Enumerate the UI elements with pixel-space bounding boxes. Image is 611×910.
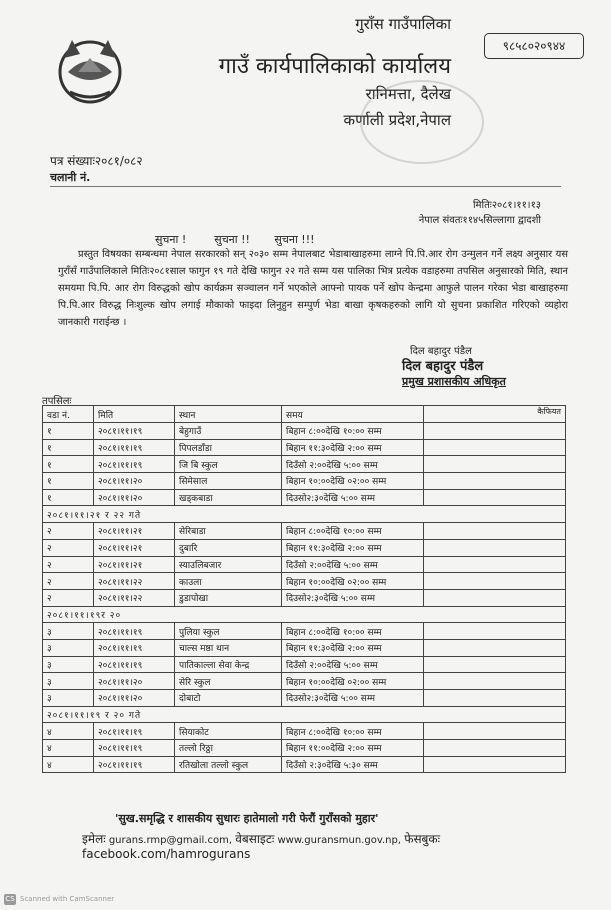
remarks-cell [424, 656, 566, 673]
date-cell: २०८१।११।१९ [94, 423, 175, 440]
time-cell: बिहान ८:००देखि १०:०० सम्म [282, 423, 424, 440]
vaccination-schedule-table [42, 405, 566, 773]
time-cell: बिहान ११:३०देखि २:०० सम्म [282, 439, 424, 456]
date-cell: २०८१।११।२० [94, 473, 175, 490]
nepal-emblem-icon [50, 28, 130, 108]
remarks-cell [424, 573, 566, 590]
time-cell: दिउँसो २:००देखि ५:०० सम्म [282, 456, 424, 473]
date-cell: २०८१।११।२० [94, 489, 175, 506]
date-group-label: २०८१।११।२१ र २२ गते [43, 506, 566, 523]
phone-number-box: ९८५८०२०९४४ [484, 33, 584, 59]
table-row [43, 756, 566, 773]
place-cell: सेरिबाडा [175, 523, 282, 540]
table-row [43, 740, 566, 757]
table-header-row [43, 406, 566, 423]
remarks-cell [424, 439, 566, 456]
time-cell: दिउसो२:३०देखि ५:०० सम्म [282, 589, 424, 606]
remarks-cell [424, 690, 566, 707]
table-row [43, 690, 566, 707]
remarks-cell [424, 489, 566, 506]
time-cell: दिउसो२:३०देखि ५:०० सम्म [282, 489, 424, 506]
table-row [43, 573, 566, 590]
date-cell: २०८१।११।१९ [94, 740, 175, 757]
signatory-title: प्रमुख प्रशासकीय अधिकृत [402, 375, 506, 388]
place-cell: पुलिया स्कुल [175, 623, 282, 640]
time-cell: दिउँसो २:००देखि ५:०० सम्म [282, 656, 424, 673]
contact-line [82, 830, 611, 861]
place-cell: स्याउलिबजार [175, 556, 282, 573]
province-name: कर्णाली प्रदेश,नेपाल [343, 111, 451, 129]
ward-cell: ३ [43, 673, 94, 690]
date-cell: २०८१।११।१९ [94, 656, 175, 673]
place-cell: काउला [175, 573, 282, 590]
header-divider [50, 186, 561, 187]
table-row [43, 589, 566, 606]
nepal-samvat-date: नेपाल संवतः११४५सिल्लागा द्वादशी [418, 215, 541, 226]
table-row [43, 539, 566, 556]
ward-cell: २ [43, 589, 94, 606]
website-link[interactable]: www.guransmun.gov.np, [277, 835, 401, 846]
date-cell: २०८१।११।२२ [94, 589, 175, 606]
date-cell: २०८१।११।१९ [94, 639, 175, 656]
col-ward: वडा नं. [43, 406, 94, 423]
ward-cell: ३ [43, 639, 94, 656]
remarks-cell [424, 589, 566, 606]
place-cell: पिपलडाँडा [175, 439, 282, 456]
ward-cell: ३ [43, 690, 94, 707]
date-group-label: २०८१।११।१९र २० [43, 606, 566, 623]
signatory-stamp-name: दिल बहादुर पंडैल [402, 359, 484, 374]
place-cell: सियाकोट [175, 723, 282, 740]
date-group-label: २०८१।११।१९ र २० गते [43, 706, 566, 723]
time-cell: बिहान १०:००देखि ०२:०० सम्म [282, 673, 424, 690]
time-cell: बिहान ८:००देखि १०:०० सम्म [282, 623, 424, 640]
time-cell: बिहान ११:३०देखि २:०० सम्म [282, 539, 424, 556]
place-cell: खड्कबाडा [175, 489, 282, 506]
date-cell: २०८१।११।२१ [94, 556, 175, 573]
time-cell: दिउँसो २:३०देखि ५:३० सम्म [282, 756, 424, 773]
ward-cell: २ [43, 573, 94, 590]
place-cell: चाल्स मष्ठा थान [175, 639, 282, 656]
office-stamp-icon [360, 80, 484, 164]
time-cell: दिउसो२:३०देखि ५:०० सम्म [282, 690, 424, 707]
email-link[interactable]: gurans.rmp@gmail.com, [108, 835, 232, 846]
time-cell: बिहान १०:००देखि ०२:०० सम्म [282, 573, 424, 590]
place-cell: पातिकाल्ला सेवा केन्द्र [175, 656, 282, 673]
remarks-cell [424, 423, 566, 440]
col-remarks: कैफियत [424, 406, 566, 423]
date-group-row [43, 506, 566, 523]
ward-cell: २ [43, 556, 94, 573]
date-cell: २०८१।११।१९ [94, 456, 175, 473]
date-cell: २०८१।११।१९ [94, 623, 175, 640]
document-date: मितिः२०८१।११।१३ [472, 200, 541, 211]
ward-cell: ४ [43, 723, 94, 740]
place-cell: डुडापोखा [175, 589, 282, 606]
table-row [43, 673, 566, 690]
date-cell: २०८१।११।२२ [94, 573, 175, 590]
remarks-cell [424, 723, 566, 740]
ward-cell: १ [43, 456, 94, 473]
date-cell: २०८१।११।१९ [94, 756, 175, 773]
municipality-name: गुराँस गाउँपालिका [355, 15, 451, 33]
remarks-cell [424, 456, 566, 473]
facebook-link[interactable]: facebook.com/hamrogurans [82, 847, 251, 861]
scanner-watermark: Scanned with CamScanner [20, 895, 115, 903]
time-cell: दिउँसो २:००देखि ५:०० सम्म [282, 556, 424, 573]
dispatch-number: चलानी नं. [50, 171, 91, 184]
letter-number: पत्र संख्याः२०८१/०८२ [50, 154, 143, 168]
place-cell: तल्लो रिठ्ठा [175, 740, 282, 757]
ward-cell: १ [43, 473, 94, 490]
ward-cell: २ [43, 523, 94, 540]
date-cell: २०८१।११।२० [94, 673, 175, 690]
date-cell: २०८१।११।१९ [94, 439, 175, 456]
table-row [43, 639, 566, 656]
table-row [43, 439, 566, 456]
date-cell: २०८१।११।२१ [94, 523, 175, 540]
time-cell: बिहान ८:००देखि १०:०० सम्म [282, 523, 424, 540]
remarks-cell [424, 740, 566, 757]
table-row [43, 656, 566, 673]
signatory-name: दिल बहादुर पंडैल [410, 346, 472, 357]
remarks-cell [424, 639, 566, 656]
col-date: मिति [94, 406, 175, 423]
table-row [43, 473, 566, 490]
place-cell: रतिखोला तल्लो स्कुल [175, 756, 282, 773]
table-row [43, 556, 566, 573]
table-row [43, 623, 566, 640]
notice-heading: सुचना ! सुचना !! सुचना !!! [155, 233, 315, 246]
remarks-cell [424, 756, 566, 773]
ward-cell: १ [43, 439, 94, 456]
table-row [43, 456, 566, 473]
date-cell: २०८१।११।१९ [94, 723, 175, 740]
date-cell: २०८१।११।२० [94, 690, 175, 707]
time-cell: बिहान ८:००देखि १०:०० सम्म [282, 723, 424, 740]
ward-cell: ४ [43, 756, 94, 773]
facebook-label: फेसबुकः [404, 832, 441, 846]
ward-cell: ४ [43, 740, 94, 757]
ward-cell: ३ [43, 656, 94, 673]
time-cell: बिहान ११:३०देखि २:०० सम्म [282, 639, 424, 656]
remarks-cell [424, 673, 566, 690]
ward-cell: १ [43, 489, 94, 506]
municipality-motto: 'सुख.समृद्धि र शासकीय सुधारः हातेमालो गरी फेरौं गुराँसको मुहार' [115, 812, 379, 825]
table-row [43, 523, 566, 540]
remarks-cell [424, 539, 566, 556]
ward-cell: २ [43, 539, 94, 556]
table-row [43, 489, 566, 506]
remarks-cell [424, 556, 566, 573]
place-cell: बेहुगाउँ [175, 423, 282, 440]
col-time: समय [282, 406, 424, 423]
office-location: रानिमत्ता, दैलेख [365, 85, 451, 103]
place-cell: दोबाटो [175, 690, 282, 707]
remarks-cell [424, 523, 566, 540]
time-cell: बिहान ११:००देखि २:०० सम्म [282, 740, 424, 757]
ward-cell: १ [43, 423, 94, 440]
table-row [43, 423, 566, 440]
website-label: वेबसाइटः [235, 832, 275, 846]
notice-body: प्रस्तुत विषयका सम्बन्धमा नेपाल सरकारको सन् २०३० सम्म नेपालबाट भेडाबाखाहरुमा लाग्ने पि.पि.आर रोग उन्मुलन गर्ने लक्ष्य अनुसार यस गुराँसँ गाउँपालिकाले मितिः२०८१साल फागुन १९ गते देखि फागुन २२ गते सम्म यस पालिका भित्र प्रत्येक वडाहरुमा तपसिल अनुसारको मिति, स्थान समयमा पि.पि. आर रोग विरुद्धको खोप कार्यक्रम सञ्चालन गर्ने भएकोले आफ्नो पायक पर्ने खोप केन्द्रमा आफुले पालन गरेका भेडा बाखाहरुमा पि.पि.आर विरुद्ध निःशुल्क खोप लगाई मौकाको फाइदा लिनुहुन सम्पुर्ण भेडा बाखा कृषकहरुको लागि यो सुचना प्रकाशित गरिएको व्यहोरा जानकारी गराईन्छ । [58, 249, 568, 328]
place-cell: सिमेसाल [175, 473, 282, 490]
place-cell: दुबारि [175, 539, 282, 556]
details-label: तपसिलः [42, 396, 72, 407]
remarks-cell [424, 473, 566, 490]
camscanner-logo-icon: CS [5, 895, 15, 903]
date-cell: २०८१।११।२१ [94, 539, 175, 556]
place-cell: सेरि स्कुल [175, 673, 282, 690]
date-group-row [43, 706, 566, 723]
ward-cell: ३ [43, 623, 94, 640]
email-label: इमेलः [82, 832, 106, 846]
date-group-row [43, 606, 566, 623]
remarks-cell [424, 623, 566, 640]
place-cell: जि बि स्कुल [175, 456, 282, 473]
table-row [43, 723, 566, 740]
office-name: गाउँ कार्यपालिकाको कार्यालय [218, 54, 451, 79]
col-place: स्थान [175, 406, 282, 423]
time-cell: बिहान १०:००देखि ०२:०० सम्म [282, 473, 424, 490]
